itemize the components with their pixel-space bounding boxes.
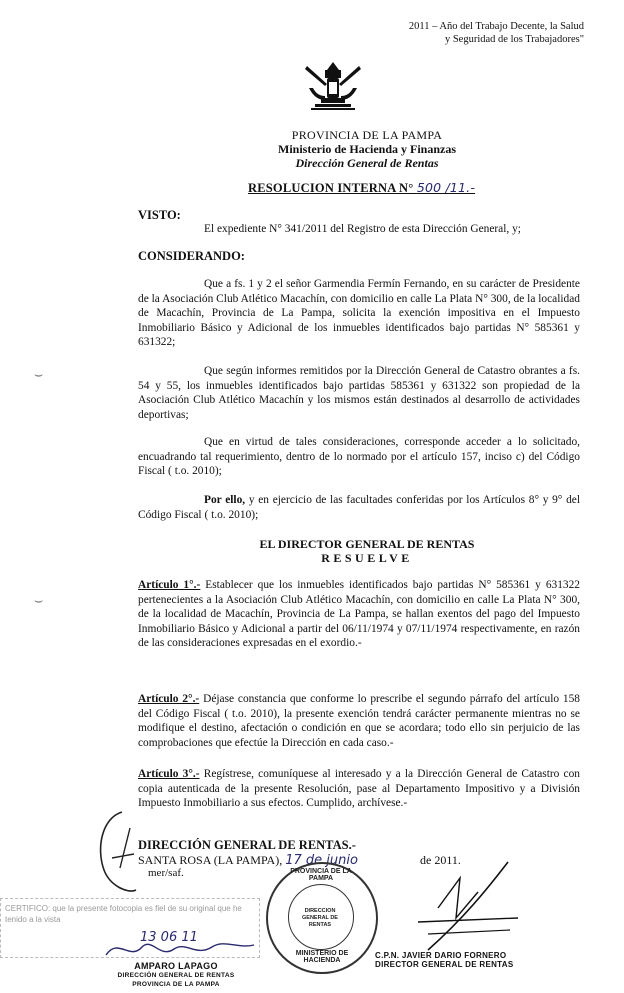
director-signature-icon xyxy=(398,858,528,958)
footer-date: 17 de junio xyxy=(285,853,358,868)
org-province: PROVINCIA DE LA PAMPA xyxy=(291,128,443,142)
certification-date: 13 06 11 xyxy=(140,930,198,945)
considerando-heading: CONSIDERANDO: xyxy=(138,249,245,263)
considerando-p2: Que según informes remitidos por la Dirección General de Catastro obrantes a fs. 54 y 55, los inmuebles identificados bajo partidas 585361 y 631322 son propiedad de la Asociación Club Atlético Macachín y los mismos están destinados al desarrollo de actividades deportivas; xyxy=(138,365,580,421)
article-1 xyxy=(138,578,580,651)
certification-role2: PROVINCIA DE LA PAMPA xyxy=(132,981,220,988)
director-name: C.P.N. JAVIER DARIO FORNERO xyxy=(375,951,507,960)
certification-role1: DIRECCIÓN GENERAL DE RENTAS xyxy=(117,972,235,979)
considerando-p1: Que a fs. 1 y 2 el señor Garmendia Fermín Fernando, en su carácter de Presidente de la Asociación Club Atlético Macachín, con domicilio en calle La Plata N° 300, de la localidad de Macachín, Provincia de La Pampa, solicita la exención impositiva en el Impuesto Inmobiliario Básico y Adicional de los inmuebles identificados bajo partidas N° 585361 y 631322; xyxy=(138,278,580,349)
article-2 xyxy=(138,692,580,750)
coat-of-arms-icon xyxy=(301,60,365,112)
stamp-bottom-text: MINISTERIO DE HACIENDA xyxy=(295,950,349,964)
stamp-outer-text: PROVINCIA DE LA PAMPA xyxy=(290,868,352,882)
margin-mark: ⌣ xyxy=(34,368,44,383)
footer-year: de 2011. xyxy=(420,853,461,867)
article-text: Déjase constancia que conforme lo prescribe el segundo párrafo del artículo 158 del Código Fiscal ( t.o. 2010), la presente exención tendrá carácter permanente mientras no se modifique el destino, afectación o condición en que se acordara; todo ello sin perjuicio de las comprobaciones que efectúe la Dirección en cada caso.- xyxy=(138,693,581,749)
footer-initials: mer/saf. xyxy=(148,867,184,879)
visto-heading: VISTO: xyxy=(138,208,181,222)
article-text: Establecer que los inmuebles identificados bajo partidas N° 585361 y 631322 pertenecientes a la Asociación Club Atlético Macachín, con domicilio en calle La Plata N° 300, de la localidad de Macachín, Provincia de La Pampa, se hallan exentos del pago del Impuesto Inmobiliario Básico y Adicional a partir del 06/11/1974 y 07/11/1974 respectivamente, en razón de las consideraciones expresadas en el exordio.- xyxy=(138,579,580,650)
header-note-line2: y Seguridad de los Trabajadores" xyxy=(444,34,584,45)
resuelve-heading: RESUELVE xyxy=(321,551,413,565)
considerando-p4-bold: Por ello, xyxy=(204,494,246,506)
resolution-title xyxy=(248,180,475,196)
considerando-p3: Que en virtud de tales consideraciones, corresponde acceder a lo solicitado, encuadrando tal requerimiento, dentro de lo normado por el artículo 157, inciso c) del Código Fiscal ( t.o. 2010); xyxy=(138,436,580,478)
org-ministry: Ministerio de Hacienda y Finanzas xyxy=(278,142,456,156)
certification-signer xyxy=(116,962,236,989)
stamp-inner-text: DIRECCION GENERAL DE RENTAS xyxy=(302,908,338,928)
director-title: EL DIRECTOR GENERAL DE RENTAS xyxy=(259,537,475,551)
resolution-label: RESOLUCION INTERNA N° xyxy=(248,181,414,195)
article-label: Artículo 2°.- xyxy=(138,693,200,705)
certification-text: CERTIFICO: que la presente fotocopia es fiel de su original que he tenido a la vista xyxy=(5,904,242,924)
certification-name: AMPARO LAPAGO xyxy=(134,961,218,971)
org-direction: Dirección General de Rentas xyxy=(295,156,439,170)
margin-mark: ⌣ xyxy=(34,594,44,609)
considerando-p4-rest: y en ejercicio de las facultades conferidas por los Artículos 8° y 9° del Código Fiscal ( t.o. 2010); xyxy=(138,494,580,521)
director-signer xyxy=(375,951,513,969)
article-text: Regístrese, comuníquese al interesado y a la Dirección General de Catastro con copia autenticada de la presente Resolución, pase al Departamento Impositivo y a División Impuesto Inmobiliario a sus efectos. Cumplido, archívese.- xyxy=(138,768,580,810)
article-3 xyxy=(138,767,580,811)
footer-office: DIRECCIÓN GENERAL DE RENTAS.- xyxy=(138,838,356,852)
director-role: DIRECTOR GENERAL DE RENTAS xyxy=(375,960,514,969)
resolution-number: 500 /11.- xyxy=(416,180,476,195)
header-note xyxy=(385,20,584,46)
margin-signature-icon xyxy=(82,808,142,898)
article-label: Artículo 1°.- xyxy=(138,579,201,591)
header-note-line1: 2011 – Año del Trabajo Decente, la Salud xyxy=(408,21,584,32)
visto-text: El expediente N° 341/2011 del Registro de esta Dirección General, y; xyxy=(204,223,521,235)
article-label: Artículo 3°.- xyxy=(138,768,200,780)
footer-place: SANTA ROSA (LA PAMPA), xyxy=(138,853,283,867)
considerando-p4 xyxy=(138,493,580,522)
